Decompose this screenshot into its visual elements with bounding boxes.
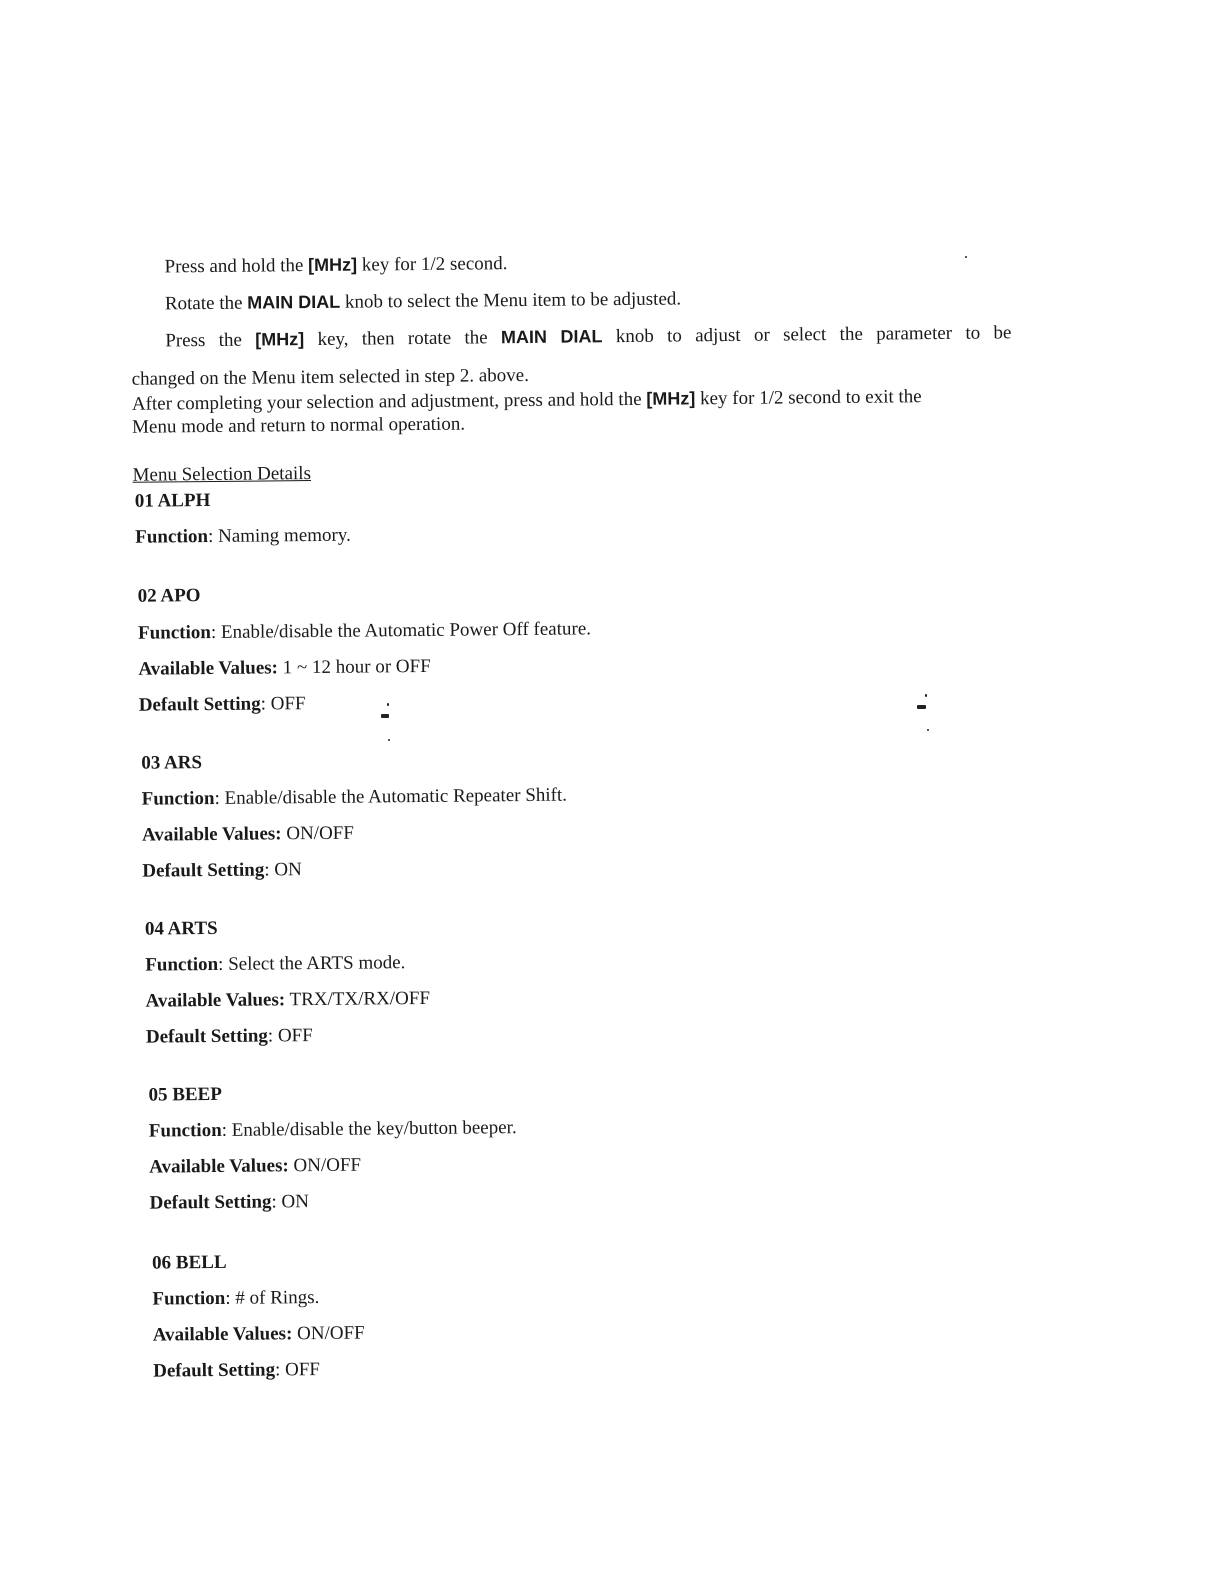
function-label: Function [145,953,219,976]
scan-speck [381,714,389,718]
available-values-label: Available Values: [141,823,282,846]
function-value: : Naming memory. [207,524,351,548]
scan-speck [965,256,967,258]
default-setting-value: : OFF [274,1358,321,1381]
menu-item-title: 04 ARTS [144,917,218,940]
menu-item-available-values [138,656,431,681]
menu-item-function [152,1287,319,1311]
step-1-text-end: key for 1/2 second. [356,253,508,276]
step-3-word: adjust [695,324,741,347]
menu-selection-heading: Menu Selection Details [132,463,312,486]
step-4-text-end: key for 1/2 second to exit the [695,386,922,410]
default-setting-label: Default Setting [149,1191,272,1214]
function-label: Function [141,787,215,810]
instruction-step-1 [164,252,507,278]
menu-item-function [145,952,405,976]
available-values-label: Available Values: [145,989,286,1012]
default-setting-value: : ON [271,1191,310,1213]
default-setting-value: : OFF [267,1025,313,1047]
step-2-text-end: knob to select the Menu item to be adjusted. [340,288,682,313]
menu-item-default-setting [139,693,306,717]
function-label: Function [152,1287,226,1310]
scan-speck [925,694,927,697]
mhz-key-label: [MHz] [255,329,305,350]
default-setting-label: Default Setting [142,859,265,882]
main-dial-label: MAIN DIAL [247,291,341,313]
available-values-label: Available Values: [138,657,279,680]
step-3-word: the [218,329,243,351]
step-3-word: select [782,324,827,346]
menu-item-available-values [142,823,354,847]
step-1-text-start: Press and hold the [164,255,309,278]
available-values-value: 1 ~ 12 hour or OFF [277,655,431,679]
menu-item-title: 06 BELL [152,1251,227,1274]
instruction-step-2 [165,287,681,315]
step-3-word: to [965,322,981,344]
function-value: : Enable/disable the Automatic Power Off feature. [210,618,592,644]
available-values-label: Available Values: [149,1155,289,1178]
mhz-key-label: [MHz] [308,254,358,276]
available-values-value: ON/OFF [281,822,354,845]
scan-speck [388,739,390,741]
menu-item-default-setting [142,859,302,883]
step-3-word: rotate [407,327,452,350]
instruction-step-3-continued: changed on the Menu item selected in step 2. above. [131,364,530,390]
main-dial-label: MAIN DIAL [500,326,603,348]
menu-item-function [138,618,591,644]
step-3-word: to [667,325,682,347]
function-label: Function [148,1119,222,1142]
menu-item-available-values [149,1155,361,1179]
function-label: Function [137,622,212,644]
menu-item-function [135,525,351,549]
step-3-word: key, [317,328,349,350]
step-2-text-start: Rotate the [164,292,248,315]
step-3-word: the [464,327,488,349]
available-values-value: TRX/TX/RX/OFF [285,987,431,1011]
mhz-key-label: [MHz] [646,388,696,409]
scan-speck [927,729,929,731]
step-3-word: knob [615,325,654,348]
function-value: : # of Rings. [225,1286,320,1309]
function-value: : Enable/disable the Automatic Repeater Shift. [214,784,568,809]
menu-item-title: 02 APO [137,585,201,607]
default-setting-value: : ON [264,859,302,881]
menu-item-title: 01 ALPH [134,490,211,512]
scan-speck [387,703,389,706]
menu-item-default-setting [146,1025,313,1049]
step-3-word: parameter [876,322,953,345]
available-values-value: ON/OFF [288,1154,362,1177]
menu-item-function [149,1117,517,1143]
instruction-step-4-continued: Menu mode and return to normal operation. [132,413,466,438]
step-3-word: then [361,328,395,350]
menu-item-title: 05 BEEP [148,1083,222,1106]
menu-item-default-setting [149,1191,309,1215]
menu-item-default-setting [153,1359,320,1383]
menu-item-title: 03 ARS [141,752,203,774]
available-values-label: Available Values: [152,1323,293,1346]
function-value: : Enable/disable the key/button beeper. [221,1117,517,1141]
step-3-word: the [839,323,863,345]
step-3-word: be [993,322,1012,344]
default-setting-label: Default Setting [145,1025,268,1048]
step-3-word: or [753,324,770,346]
step-4-text-start: After completing your selection and adjustment, press and hold the [131,388,647,415]
function-value: : Select the ARTS mode. [218,952,406,975]
available-values-value: ON/OFF [292,1322,365,1345]
menu-item-function [142,785,568,811]
instruction-step-3 [165,321,1011,352]
menu-item-available-values [153,1323,365,1347]
scan-speck [917,705,926,709]
default-setting-label: Default Setting [138,693,261,716]
step-3-word: Press [165,330,206,352]
function-label: Function [135,526,209,548]
default-setting-value: : OFF [260,693,306,715]
default-setting-label: Default Setting [153,1359,276,1382]
menu-item-available-values [146,988,431,1013]
instruction-step-4 [132,385,922,416]
